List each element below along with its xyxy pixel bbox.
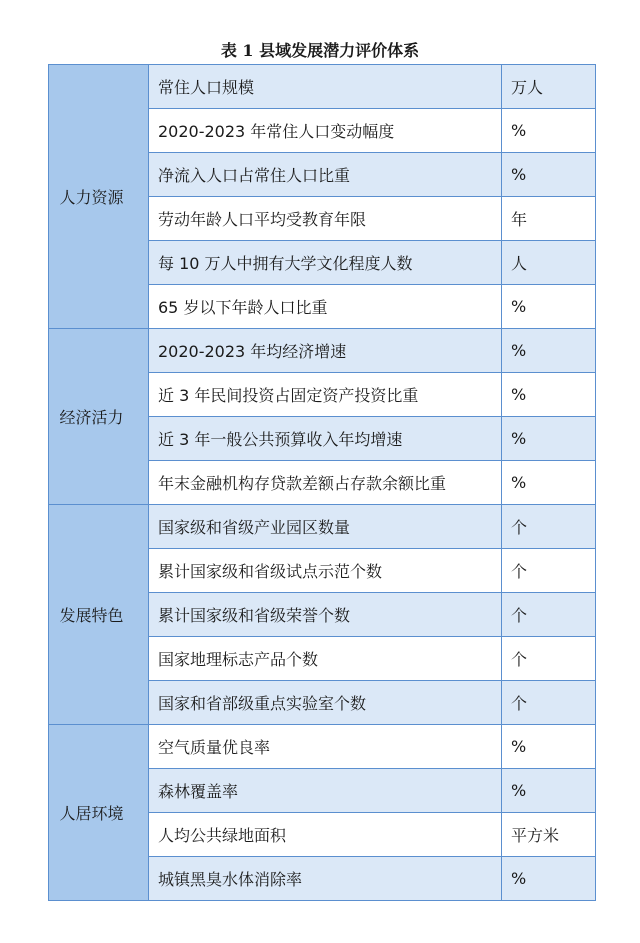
indicator-cell: 2020-2023 年均经济增速 xyxy=(149,329,502,373)
unit-cell: % xyxy=(502,153,596,197)
indicator-cell: 年末金融机构存贷款差额占存款余额比重 xyxy=(149,461,502,505)
category-label: 人力资源 xyxy=(59,188,124,207)
unit-cell: 个 xyxy=(502,505,596,549)
indicator-cell: 劳动年龄人口平均受教育年限 xyxy=(149,197,502,241)
unit-cell: % xyxy=(502,109,596,153)
table-title: 表 1 县域发展潜力评价体系 xyxy=(220,41,420,60)
indicator-cell: 森林覆盖率 xyxy=(149,769,502,813)
category-cell xyxy=(49,725,149,901)
indicator-cell: 累计国家级和省级荣誉个数 xyxy=(149,593,502,637)
unit-cell: % xyxy=(502,417,596,461)
indicator-cell: 2020-2023 年常住人口变动幅度 xyxy=(149,109,502,153)
table-body xyxy=(49,65,596,901)
unit-cell: 年 xyxy=(502,197,596,241)
indicator-cell: 常住人口规模 xyxy=(149,65,502,109)
indicator-cell: 65 岁以下年龄人口比重 xyxy=(149,285,502,329)
unit-cell: 人 xyxy=(502,241,596,285)
indicator-cell: 近 3 年民间投资占固定资产投资比重 xyxy=(149,373,502,417)
table-row xyxy=(49,329,596,373)
table-row xyxy=(49,725,596,769)
unit-cell: 个 xyxy=(502,593,596,637)
unit-cell: % xyxy=(502,725,596,769)
unit-cell: % xyxy=(502,769,596,813)
indicator-cell: 国家和省部级重点实验室个数 xyxy=(149,681,502,725)
indicator-cell: 城镇黑臭水体消除率 xyxy=(149,857,502,901)
indicator-cell: 国家地理标志产品个数 xyxy=(149,637,502,681)
unit-cell: 万人 xyxy=(502,65,596,109)
indicator-cell: 净流入人口占常住人口比重 xyxy=(149,153,502,197)
unit-cell: 个 xyxy=(502,637,596,681)
unit-cell: % xyxy=(502,329,596,373)
category-cell xyxy=(49,65,149,329)
unit-cell: 个 xyxy=(502,681,596,725)
table-row xyxy=(49,505,596,549)
unit-cell: % xyxy=(502,461,596,505)
indicator-cell: 近 3 年一般公共预算收入年均增速 xyxy=(149,417,502,461)
unit-cell: % xyxy=(502,857,596,901)
category-label: 经济活力 xyxy=(59,408,124,427)
unit-cell: % xyxy=(502,373,596,417)
category-cell xyxy=(49,329,149,505)
unit-cell: 平方米 xyxy=(502,813,596,857)
table-row xyxy=(49,65,596,109)
indicator-cell: 国家级和省级产业园区数量 xyxy=(149,505,502,549)
unit-cell: % xyxy=(502,285,596,329)
unit-cell: 个 xyxy=(502,549,596,593)
category-cell xyxy=(49,505,149,725)
category-label: 人居环境 xyxy=(59,804,124,823)
indicator-cell: 空气质量优良率 xyxy=(149,725,502,769)
indicator-cell: 累计国家级和省级试点示范个数 xyxy=(149,549,502,593)
evaluation-table xyxy=(48,64,596,901)
indicator-cell: 人均公共绿地面积 xyxy=(149,813,502,857)
indicator-cell: 每 10 万人中拥有大学文化程度人数 xyxy=(149,241,502,285)
category-label: 发展特色 xyxy=(59,606,124,625)
